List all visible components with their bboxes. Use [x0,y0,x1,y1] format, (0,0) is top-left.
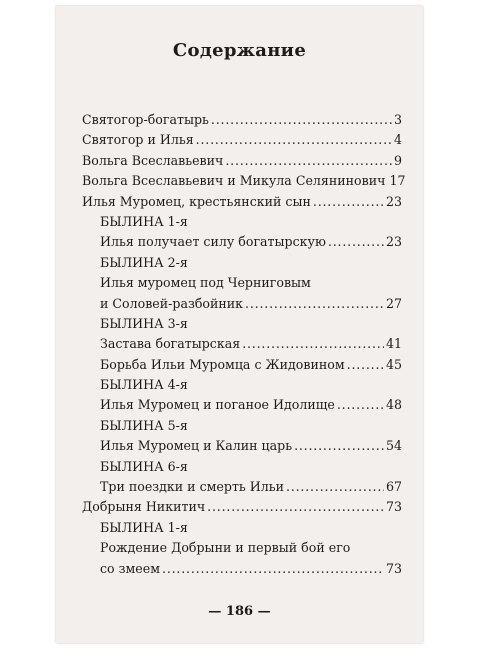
leader-dots [245,294,384,314]
toc-entry-page: 9 [393,152,402,168]
leader-dots [196,130,392,150]
toc-entry-page: 27 [385,295,402,311]
toc-entry [82,559,402,579]
leader-dots [242,334,384,354]
toc-entry-page: 54 [385,438,402,454]
table-of-contents [82,110,406,579]
toc-entry-title: БЫЛИНА 1-я [100,519,188,535]
toc-subheading [82,457,402,477]
toc-entry-title: Борьба Ильи Муромца с Жидовином [100,356,345,372]
leader-dots [207,497,384,517]
toc-entry [82,334,402,354]
toc-entry-title: Илья Муромец и поганое Идолище [100,397,335,413]
toc-entry-title: Застава богатырская [100,336,241,352]
toc-entry-title: Илья Муромец и Калин царь [100,438,293,454]
toc-subheading [82,314,402,334]
leader-dots [328,232,384,252]
toc-entry-title: БЫЛИНА 6-я [100,458,188,474]
toc-entry [82,355,402,375]
toc-entry [82,232,402,252]
toc-entry-title: Вольга Всеславьевич и Микула Селянинович [82,173,386,189]
toc-entry [82,273,402,293]
toc-entry-title: Илья Муромец, крестьянский сын [82,193,311,209]
toc-entry-page: 73 [385,499,402,515]
toc-entry-page: 73 [385,560,402,576]
toc-entry [82,436,402,456]
toc-entry-page: 4 [393,132,402,148]
toc-entry-title: Добрыня Никитич [82,499,206,515]
toc-subheading [82,212,402,232]
toc-entry [82,151,402,171]
toc-entry [82,395,402,415]
toc-entry-page: 17 [389,173,406,189]
toc-entry [82,171,406,191]
leader-dots [347,355,384,375]
toc-entry-page: 23 [385,234,402,250]
leader-dots [294,436,384,456]
toc-entry-title: Илья получает силу богатырскую [100,234,326,250]
toc-subheading [82,375,402,395]
leader-dots [286,477,384,497]
toc-entry [82,192,402,212]
page-number: — 186 — [208,604,271,619]
toc-entry-title: Святогор и Илья [82,132,194,148]
page-title: Содержание [172,40,307,61]
toc-entry-title: БЫЛИНА 1-я [100,213,188,229]
leader-dots [225,151,392,171]
toc-entry-title: Вольга Всеславьевич [82,152,224,168]
toc-entry-title: Илья муромец под Черниговым [100,275,311,291]
toc-entry [82,497,402,517]
toc-entry-title: Святогор-богатырь [82,112,209,127]
toc-entry-page: 45 [385,356,402,372]
leader-dots [313,192,384,212]
toc-entry-page: 41 [385,336,402,352]
toc-entry-title: БЫЛИНА 4-я [100,377,188,393]
toc-entry-title: БЫЛИНА 2-я [100,254,188,270]
toc-entry-title: со змеем [100,560,161,576]
book-page [56,6,423,643]
leader-dots [162,559,384,579]
toc-entry-title: Рождение Добрыни и первый бой его [100,540,351,556]
toc-entry-page: 23 [385,193,402,209]
toc-entry [82,477,402,497]
toc-subheading [82,518,402,538]
toc-entry [82,130,402,150]
leader-dots [211,110,392,130]
toc-entry [82,110,402,130]
toc-subheading [82,416,402,436]
toc-entry [82,294,402,314]
leader-dots [337,395,384,415]
toc-entry-page: 48 [385,397,402,413]
toc-subheading [82,253,402,273]
toc-entry-title: БЫЛИНА 5-я [100,417,188,433]
toc-entry [82,538,402,558]
toc-entry-page: 67 [385,479,402,495]
toc-entry-title: Три поездки и смерть Ильи [100,479,284,495]
toc-entry-page: 3 [393,112,402,127]
toc-entry-title: и Соловей-разбойник [100,295,244,311]
toc-entry-title: БЫЛИНА 3-я [100,315,188,331]
